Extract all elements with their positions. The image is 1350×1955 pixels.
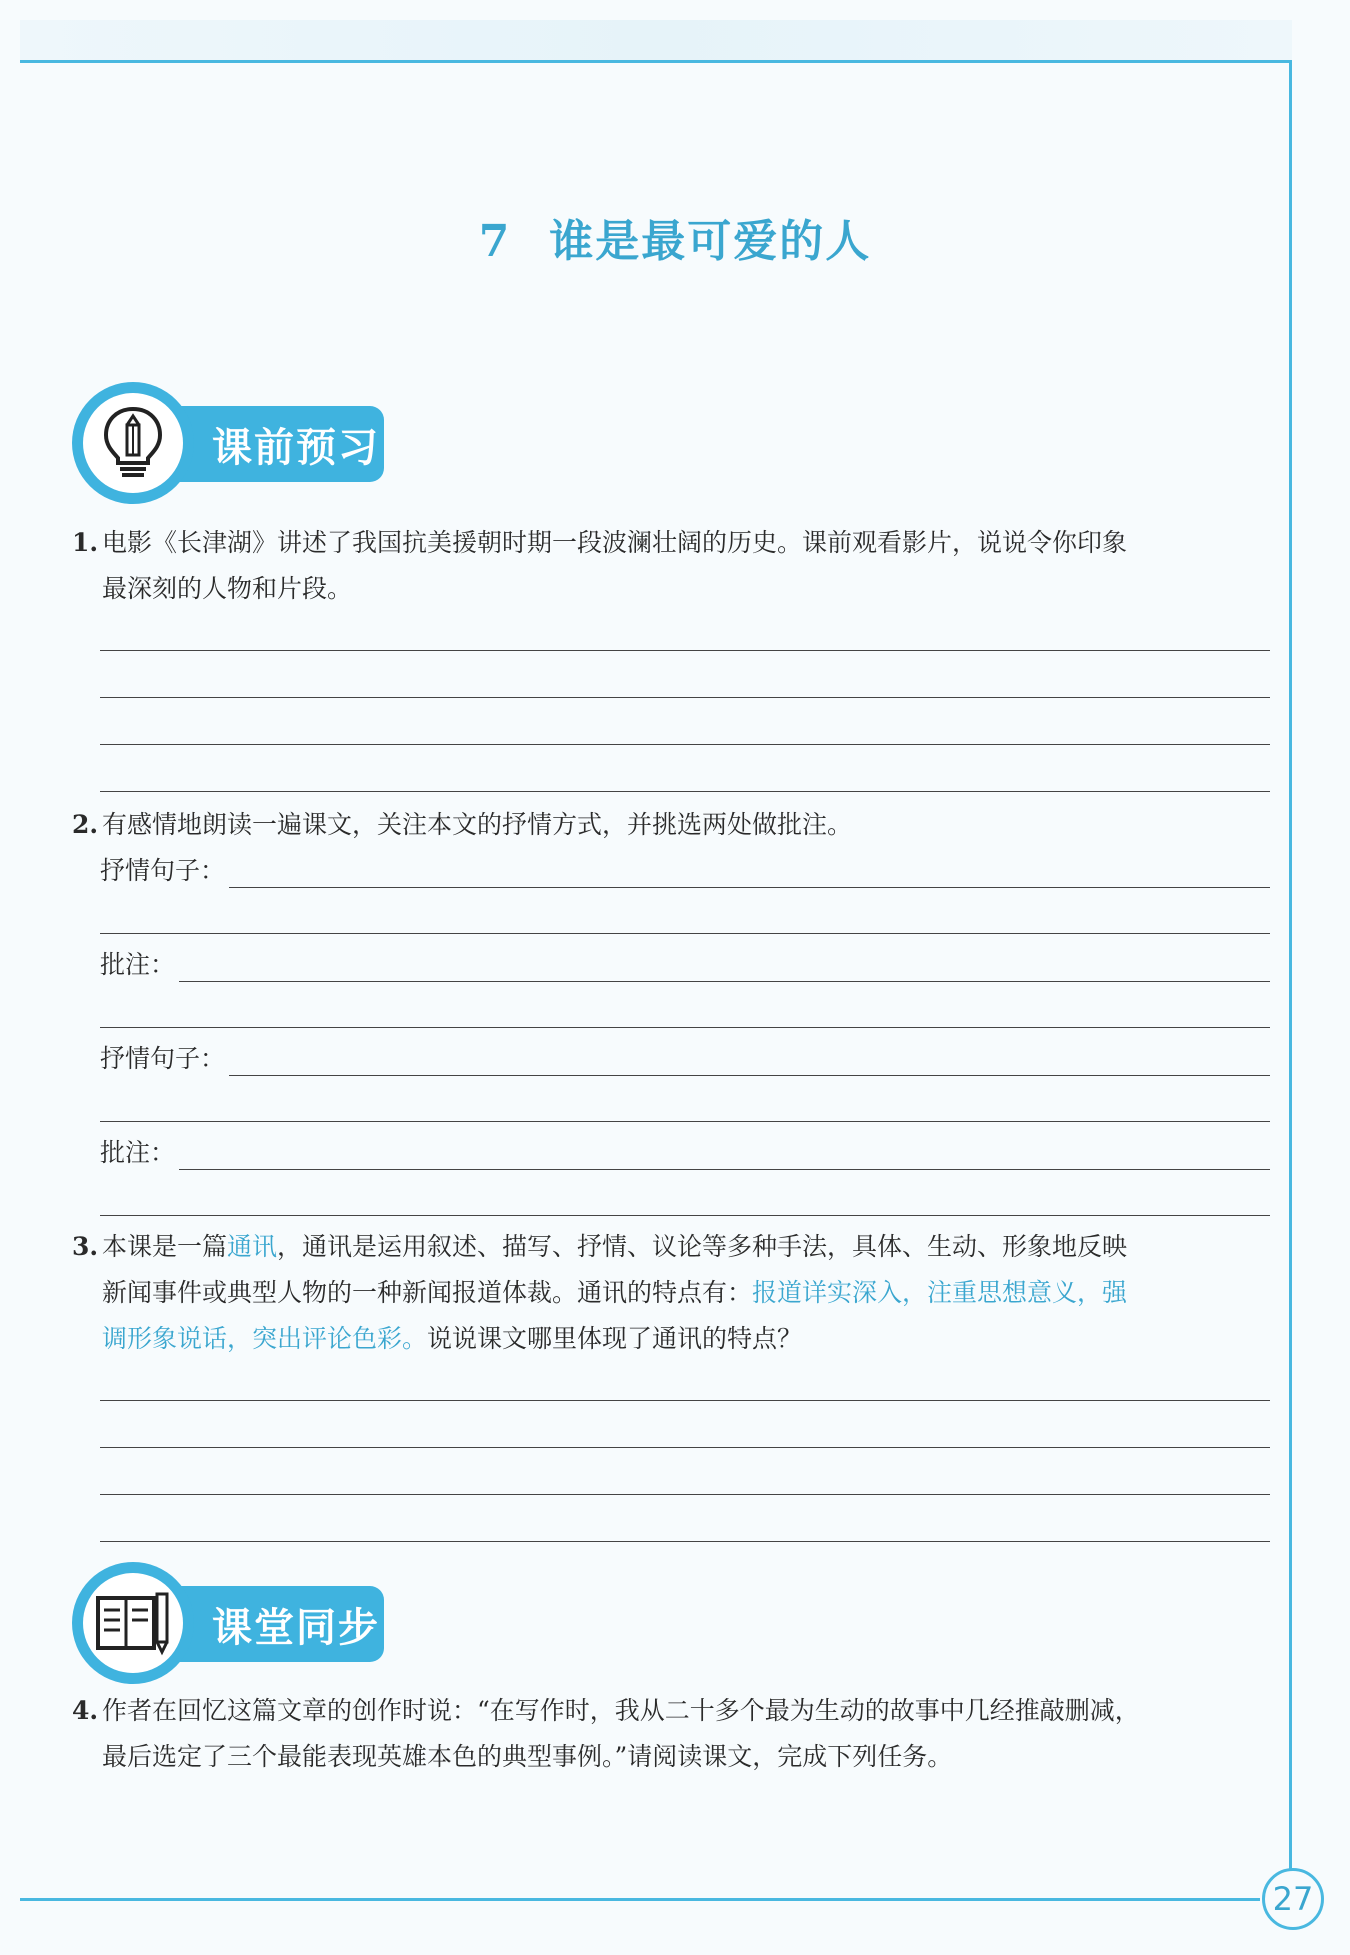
lightbulb-pencil-icon xyxy=(98,405,168,481)
question-3 xyxy=(72,1224,1272,1362)
question-text-line: 电影《长津湖》讲述了我国抗美援朝时期一段波澜壮阔的历史。课前观看影片，说说令你印象 xyxy=(102,528,1128,557)
question-text-line: 本课是一篇通讯，通讯是运用叙述、描写、抒情、议论等多种手法，具体、生动、形象地反映 xyxy=(102,1232,1128,1261)
highlight-term: 调形象说话，突出评论色彩。 xyxy=(102,1324,428,1353)
sentence-field[interactable] xyxy=(100,1036,1270,1082)
highlight-term: 报道详实深入，注重思想意义，强 xyxy=(752,1278,1128,1307)
highlight-term: 通讯 xyxy=(227,1232,278,1261)
question-number: 1. xyxy=(72,528,99,557)
section-title-classroom: 课堂同步 xyxy=(132,1586,384,1662)
answer-line[interactable] xyxy=(100,1400,1270,1401)
question-text-line: 最后选定了三个最能表现英雄本色的典型事例。”请阅读课文，完成下列任务。 xyxy=(102,1742,953,1771)
answer-line[interactable] xyxy=(100,1541,1270,1542)
answer-line[interactable] xyxy=(100,933,1270,934)
page-title xyxy=(0,205,1350,269)
question-2 xyxy=(72,802,1272,848)
lesson-title: 谁是最可爱的人 xyxy=(549,216,872,267)
answer-line[interactable] xyxy=(100,1447,1270,1448)
field-label: 批注： xyxy=(100,950,176,979)
question-1 xyxy=(72,520,1272,612)
answer-line[interactable] xyxy=(100,744,1270,745)
question-text-line: 新闻事件或典型人物的一种新闻报道体裁。通讯的特点有：报道详实深入，注重思想意义，强 xyxy=(102,1278,1128,1307)
answer-line[interactable] xyxy=(100,791,1270,792)
question-number: 3. xyxy=(72,1232,99,1261)
field-label: 抒情句子： xyxy=(100,856,226,885)
answer-line[interactable] xyxy=(100,1121,1270,1122)
question-text-line: 有感情地朗读一遍课文，关注本文的抒情方式，并挑选两处做批注。 xyxy=(102,810,853,839)
field-label: 抒情句子： xyxy=(100,1044,226,1073)
answer-line[interactable] xyxy=(100,650,1270,651)
page-number: 27 xyxy=(1262,1868,1324,1930)
question-4 xyxy=(72,1688,1272,1780)
lesson-number: 7 xyxy=(478,216,512,267)
question-number: 4. xyxy=(72,1696,99,1725)
note-field[interactable] xyxy=(100,1130,1270,1176)
answer-line[interactable] xyxy=(100,697,1270,698)
bottom-rule xyxy=(20,1898,1260,1901)
question-number: 2. xyxy=(72,810,99,839)
sentence-field[interactable] xyxy=(100,848,1270,894)
answer-line[interactable] xyxy=(100,1494,1270,1495)
book-pencil-icon xyxy=(94,1590,172,1656)
question-text-line: 作者在回忆这篇文章的创作时说：“在写作时，我从二十多个最为生动的故事中几经推敲删减， xyxy=(102,1696,1140,1725)
top-band xyxy=(20,20,1292,60)
field-label: 批注： xyxy=(100,1138,176,1167)
answer-line[interactable] xyxy=(100,1027,1270,1028)
question-text-line: 调形象说话，突出评论色彩。说说课文哪里体现了通讯的特点？ xyxy=(102,1324,803,1353)
section-title-preview: 课前预习 xyxy=(132,406,384,482)
answer-line[interactable] xyxy=(100,1215,1270,1216)
section-badge-classroom xyxy=(72,1562,392,1684)
section-badge-preview xyxy=(72,382,392,504)
note-field[interactable] xyxy=(100,942,1270,988)
question-text-line: 最深刻的人物和片段。 xyxy=(102,574,353,603)
